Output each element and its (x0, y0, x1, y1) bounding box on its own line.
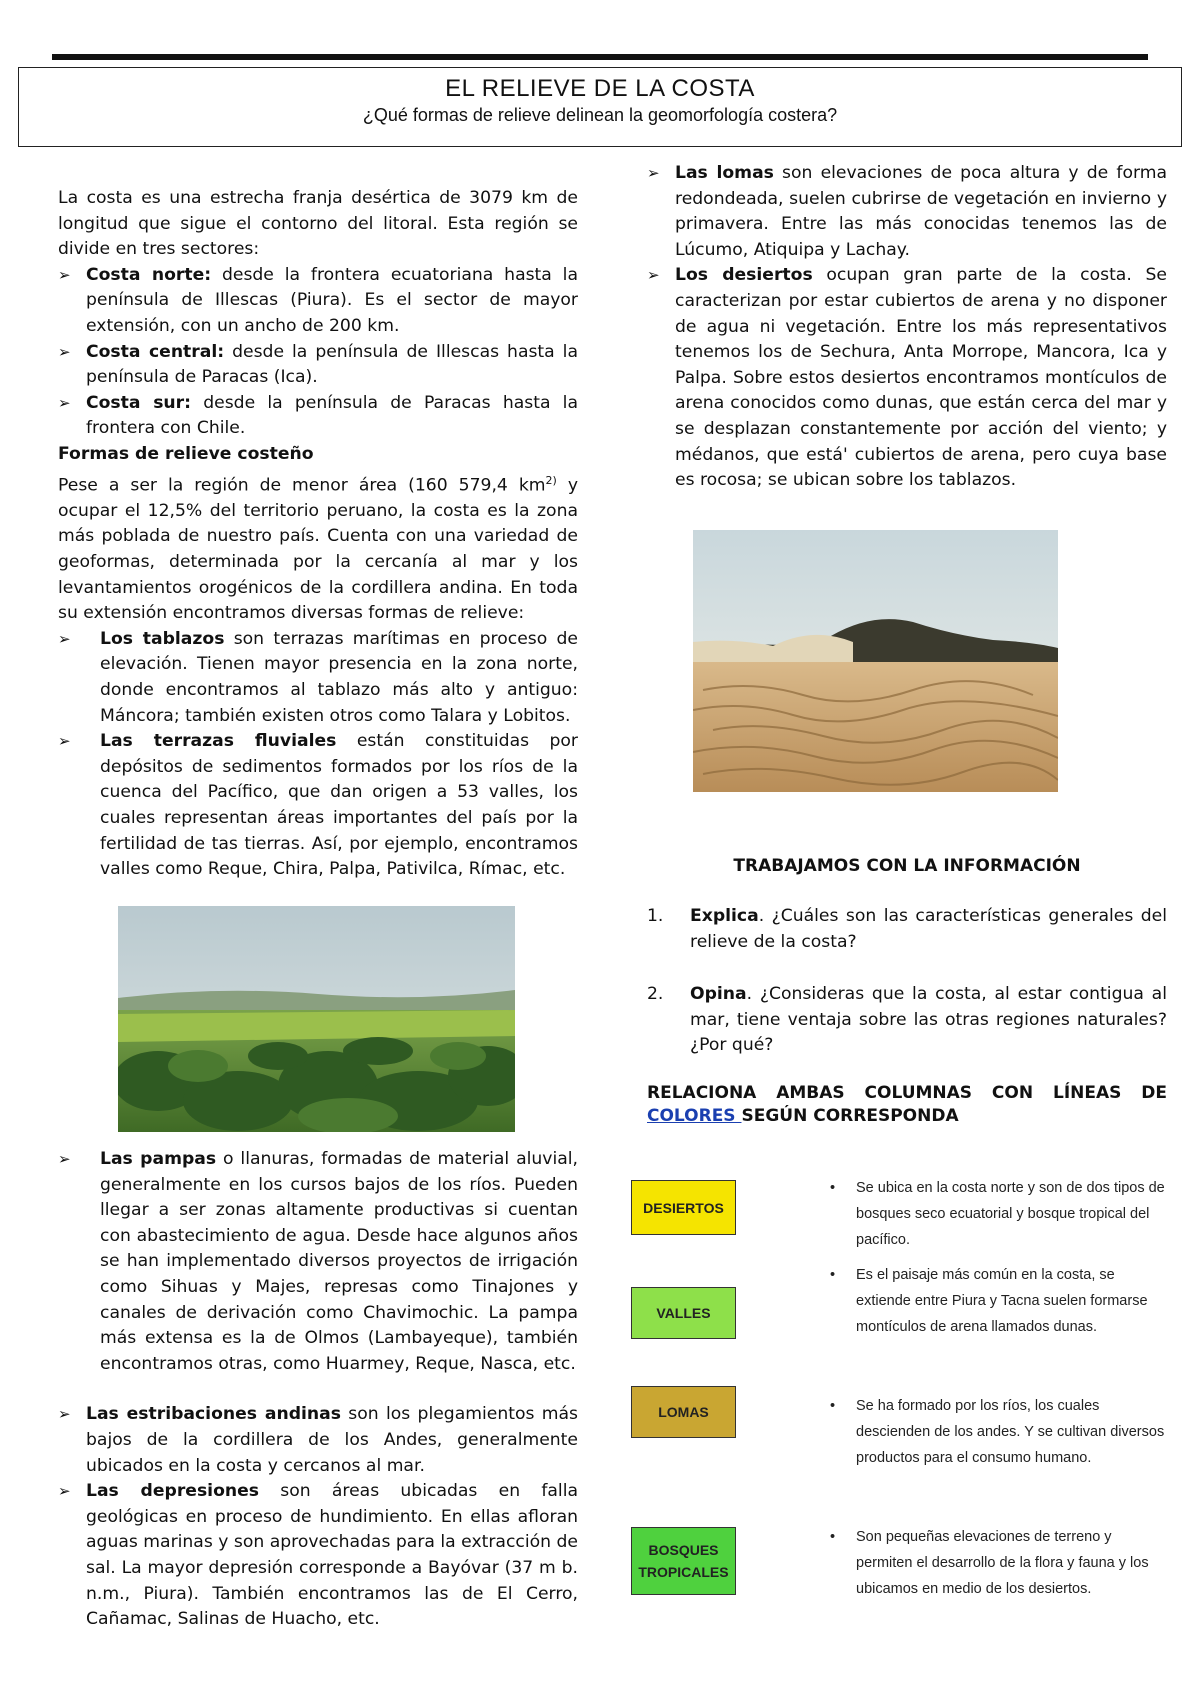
intro-paragraph: La costa es una estrecha franja desértica de 3079 km de longitud que sigue el contorno del litoral. Esta región se divide en tres sectores: (58, 188, 578, 260)
valley-photo (118, 906, 515, 1132)
label-bosques-tropicales: BOSQUES TROPICALES (631, 1527, 736, 1595)
forms-paragraph: Pese a ser la región de menor área (160 579,4 $km^{2)}$ y ocupar el 12,5% del territorio peruano, la costa es la zona más poblada de nuestro país. Cuenta con una variedad de geoformas, determinada por la cercanía al mar y los levantamientos orogénicos de la cordillera andina. En toda su extensión encontramos diversas formas de relieve: (58, 473, 579, 624)
question-number: 2. (647, 984, 664, 1004)
right-column (647, 161, 1167, 494)
arrow-bullet-icon: ➢ (58, 265, 71, 284)
arrow-bullet-icon: ➢ (58, 629, 71, 648)
list-item: ➢ Las estribaciones andinas son los plegamientos más bajos de la cordillera de los Andes, generalmente ubicados en la costa y cercanos al mar. (58, 1404, 578, 1476)
question-item: 1. Explica. ¿Cuáles son las características generales del relieve de la costa? (647, 906, 1167, 952)
match-description: • Son pequeñas elevaciones de terreno y permiten el desarrollo de la flora y fauna y los ubicamos en medio de los desiertos. (824, 1524, 1169, 1602)
arrow-bullet-icon: ➢ (647, 164, 660, 182)
colores-link[interactable]: COLORES (647, 1106, 742, 1126)
list-item: ➢ Costa central: desde la península de Illescas hasta la península de Paracas (Ica). (58, 341, 578, 388)
list-item: ➢ Las lomas son elevaciones de poca altura y de forma redondeada, suelen cubrirse de vegetación en invierno y primavera. Entre las más conocidas tenemos las de Lúcumo, Atiquipa y Lachay. (647, 163, 1168, 260)
section-heading: Formas de relieve costeño (58, 443, 314, 464)
top-rule (52, 54, 1148, 60)
bullet-dot-icon: • (830, 1529, 836, 1545)
match-description: • Se ubica en la costa norte y son de dos tipos de bosques seco ecuatorial y bosque tropical del pacífico. (824, 1175, 1169, 1253)
arrow-bullet-icon: ➢ (58, 732, 71, 751)
arrow-bullet-icon: ➢ (58, 1150, 71, 1168)
title-box (18, 67, 1182, 147)
bullet-dot-icon: • (830, 1398, 836, 1414)
list-item: ➢ Costa norte: desde la frontera ecuatoriana hasta la península de Illescas (Piura). Es el sector de mayor extensión, con un ancho de 200 km. (58, 264, 578, 336)
arrow-bullet-icon: ➢ (58, 393, 71, 412)
label-lomas: LOMAS (631, 1386, 736, 1438)
work-section-title: TRABAJAMOS CON LA INFORMACIÓN (733, 856, 1081, 876)
arrow-bullet-icon: ➢ (58, 1482, 71, 1501)
desert-photo (693, 530, 1058, 792)
list-item: ➢ Costa sur: desde la península de Paracas hasta la frontera con Chile. (58, 392, 578, 439)
left-column (58, 186, 578, 883)
match-description: • Es el paisaje más común en la costa, se extiende entre Piura y Tacna suelen formarse montículos de arena llamados dunas. (824, 1262, 1169, 1340)
arrow-bullet-icon: ➢ (58, 1405, 71, 1424)
arrow-bullet-icon: ➢ (58, 342, 71, 361)
list-item: ➢ Las depresiones son áreas ubicadas en falla geológicas en proceso de hundimiento. En ellas afloran aguas marinas y son aprovechadas para la extracción de sal. La mayor depresión corresponde a Bayóvar (37 m b. n.m., Piura). También encontramos las de El Cerro, Cañamac, Salinas de Huacho, etc. (58, 1481, 579, 1630)
question-item: 2. Opina. ¿Consideras que la costa, al estar contigua al mar, tiene ventaja sobre las otras regiones naturales? ¿Por qué? (647, 984, 1167, 1056)
left-column-lower (58, 1147, 578, 1633)
list-item: ➢ Las terrazas fluviales están constituidas por depósitos de sedimentos formados por los ríos de la cuenca del Pacífico, que dan origen a 53 valles, los cuales representan áreas importantes del país por la fertilidad de tas tierras. Así, por ejemplo, encontramos valles como Reque, Chira, Palpa, Pativilca, Rímac, etc. (58, 731, 578, 880)
bullet-dot-icon: • (830, 1267, 836, 1283)
page-subtitle: ¿Qué formas de relieve delinean la geomorfología costera? (362, 105, 838, 125)
list-item: ➢ Los desiertos ocupan gran parte de la costa. Se caracterizan por estar cubiertos de arena y no disponer de agua ni vegetación. Entre los más representativos tenemos los de Sechura, Anta Morrope, Mancora, Ica y Palpa. Sobre estos desiertos encontramos montículos de arena conocidos como dunas, que están cerca del mar y se desplazan constantemente por acción del viento; y médanos, que está' cubiertos de arena, pero cuya base es rocosa; se ubican sobre los tablazos. (647, 265, 1167, 491)
label-desiertos: DESIERTOS (631, 1180, 736, 1235)
arrow-bullet-icon: ➢ (647, 266, 660, 285)
question-number: 1. (647, 906, 664, 926)
list-item: ➢ Las pampas o llanuras, formadas de material aluvial, generalmente en los cursos bajos de los ríos. Pueden llegar a ser zonas altamente productivas si cuentan con abastecimiento de agua. Desde hace algunos años se han implementado diversos proyectos de irrigación como Sihuas y Majes, represas como Tinajones y canales de derivación como Chavimochic. La pampa más extensa es la de Olmos (Lambayeque), también encontramos otras, como Huarmey, Reque, Nasca, etc. (58, 1149, 578, 1374)
label-valles: VALLES (631, 1287, 736, 1339)
page-title: EL RELIEVE DE LA COSTA (445, 75, 755, 102)
list-item: ➢ Los tablazos son terrazas marítimas en proceso de elevación. Tienen mayor presencia en la zona norte, donde encontramos al tablazo más alto y antiguo: Máncora; también existen otros como Talara y Lobitos. (58, 628, 579, 726)
relate-instruction: RELACIONA AMBAS COLUMNAS CON LÍNEAS DE COLORES SEGÚN CORRESPONDA (647, 1083, 1167, 1126)
bullet-dot-icon: • (830, 1180, 836, 1196)
match-description: • Se ha formado por los ríos, los cuales descienden de los andes. Y se cultivan diversos productos para el consumo humano. (824, 1393, 1169, 1471)
